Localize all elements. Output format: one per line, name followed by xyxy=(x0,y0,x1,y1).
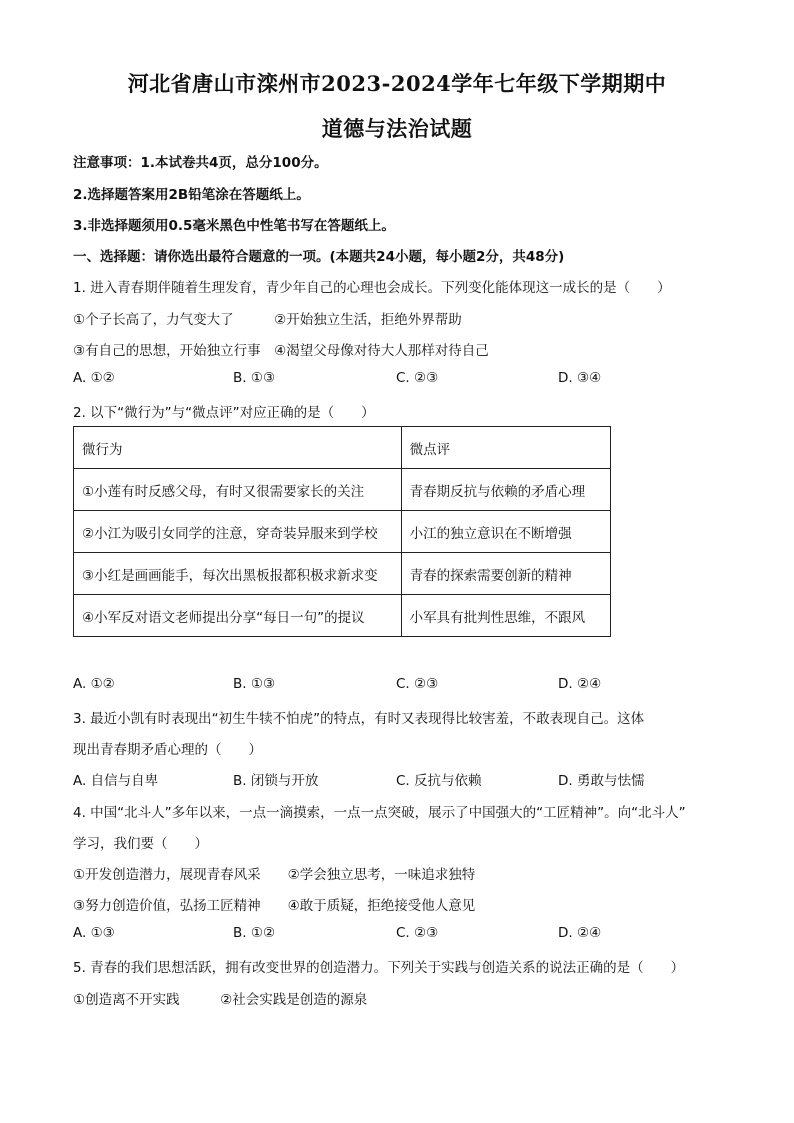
q4-option-d: D. ②④ xyxy=(558,925,602,941)
exam-title-line2: 道德与法治试题 xyxy=(321,116,473,141)
q4-stem-1: 4. 中国“北斗人”多年以来，一点一滴摸索，一点一点突破，展示了中国强大的“工匠精神”。向“北斗人” xyxy=(73,805,686,821)
table-row xyxy=(74,595,611,637)
q1-statements-1: ①个子长高了，力气变大了 ②开始独立生活，拒绝外界帮助 xyxy=(73,312,462,328)
q3-option-c: C. 反抗与依赖 xyxy=(396,773,482,789)
q3-option-b: B. 闭锁与开放 xyxy=(233,773,319,789)
table-header-cell: 微点评 xyxy=(401,427,610,469)
q5-stem: 5. 青春的我们思想活跃，拥有改变世界的创造潜力。下列关于实践与创造关系的说法正确的是（ ） xyxy=(73,960,685,976)
table-header-row xyxy=(74,427,611,469)
exam-title-line1: 河北省唐山市滦州市2023-2024学年七年级下学期期中 xyxy=(127,71,667,96)
section-heading: 一、选择题：请你选出最符合题意的一项。(本题共24小题，每小题2分，共48分) xyxy=(73,249,565,265)
q5-statements-1: ①创造离不开实践 ②社会实践是创造的源泉 xyxy=(73,992,368,1008)
q3-stem-2: 现出青春期矛盾心理的（ ） xyxy=(73,742,262,758)
table-header-cell: 微行为 xyxy=(74,427,402,469)
q4-statements-1: ①开发创造潜力，展现青春风采 ②学会独立思考，一味追求独特 xyxy=(73,867,476,883)
q4-stem-2: 学习，我们要（ ） xyxy=(73,836,208,852)
q2-option-b: B. ①③ xyxy=(233,676,276,692)
table-cell: ②小江为吸引女同学的注意，穿奇装异服来到学校 xyxy=(74,511,402,553)
note-3: 3.非选择题须用0.5毫米黑色中性笔书写在答题纸上。 xyxy=(73,218,395,234)
q1-option-b: B. ①③ xyxy=(233,370,276,386)
q2-option-d: D. ②④ xyxy=(558,676,602,692)
q2-stem: 2. 以下“微行为”与“微点评”对应正确的是（ ） xyxy=(73,405,375,421)
table-row xyxy=(74,511,611,553)
q1-option-c: C. ②③ xyxy=(396,370,439,386)
q3-option-a: A. 自信与自卑 xyxy=(73,773,159,789)
note-2: 2.选择题答案用2B铅笔涂在答题纸上。 xyxy=(73,187,310,203)
q1-option-a: A. ①② xyxy=(73,370,115,386)
table-cell: 小江的独立意识在不断增强 xyxy=(401,511,610,553)
table-cell: ①小莲有时反感父母，有时又很需要家长的关注 xyxy=(74,469,402,511)
q4-statements-2: ③努力创造价值，弘扬工匠精神 ④敢于质疑，拒绝接受他人意见 xyxy=(73,898,476,914)
q2-option-a: A. ①② xyxy=(73,676,115,692)
q3-option-d: D. 勇敢与怯懦 xyxy=(558,773,645,789)
table-row xyxy=(74,553,611,595)
q4-option-a: A. ①③ xyxy=(73,925,115,941)
q4-option-c: C. ②③ xyxy=(396,925,439,941)
note-1: 注意事项：1.本试卷共4页，总分100分。 xyxy=(73,155,328,171)
table-cell: ④小军反对语文老师提出分享“每日一句”的提议 xyxy=(74,595,402,637)
q2-table xyxy=(73,426,611,637)
q2-option-c: C. ②③ xyxy=(396,676,439,692)
q4-option-b: B. ①② xyxy=(233,925,276,941)
q3-stem-1: 3. 最近小凯有时表现出“初生牛犊不怕虎”的特点，有时又表现得比较害羞，不敢表现自己。这体 xyxy=(73,711,645,727)
q1-option-d: D. ③④ xyxy=(558,370,602,386)
table-cell: ③小红是画画能手，每次出黑板报都积极求新求变 xyxy=(74,553,402,595)
table-cell: 小军具有批判性思维，不跟风 xyxy=(401,595,610,637)
table-cell: 青春期反抗与依赖的矛盾心理 xyxy=(401,469,610,511)
table-row xyxy=(74,469,611,511)
table-cell: 青春的探索需要创新的精神 xyxy=(401,553,610,595)
q1-stem: 1. 进入青春期伴随着生理发育，青少年自己的心理也会成长。下列变化能体现这一成长的是（ ） xyxy=(73,280,671,296)
q1-statements-2: ③有自己的思想，开始独立行事 ④渴望父母像对待大人那样对待自己 xyxy=(73,343,489,359)
